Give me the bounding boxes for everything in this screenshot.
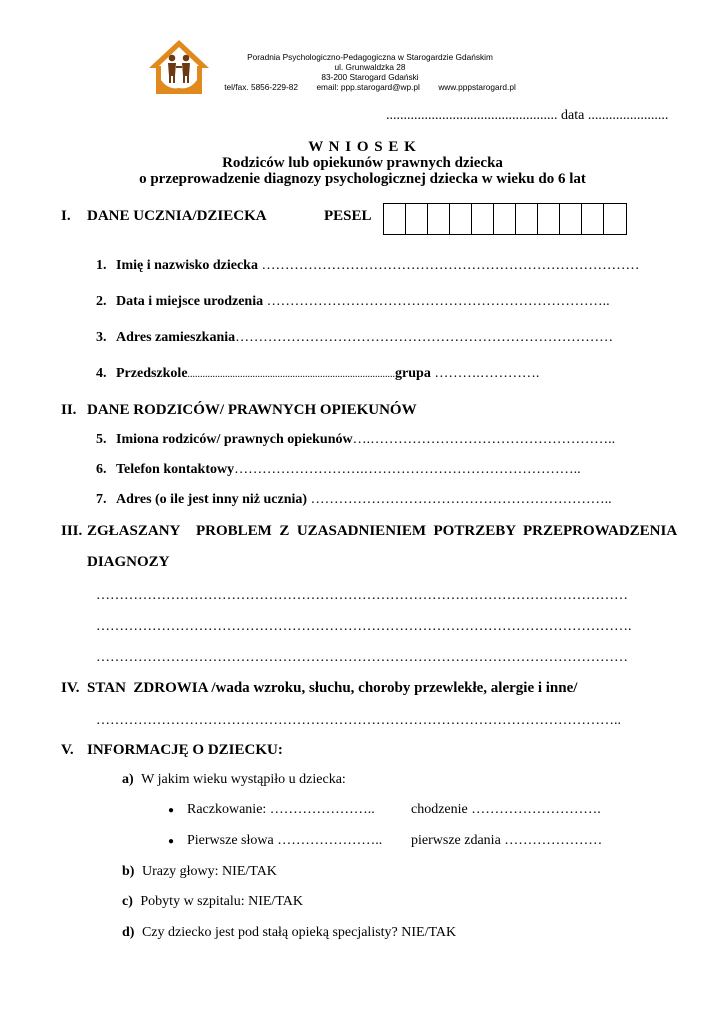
field-dots[interactable]: ……………………………………………………………………… [235, 330, 614, 345]
section-3-heading-a: ZGŁASZANY [87, 523, 181, 539]
field-address[interactable] [96, 330, 613, 346]
pesel-digit-box[interactable] [428, 204, 450, 234]
item-number: 4. [96, 366, 107, 381]
question-a [122, 772, 346, 788]
pesel-digit-box[interactable] [538, 204, 560, 234]
section-3-heading-b: PROBLEM Z UZASADNIENIEM POTRZEBY PRZEPROWADZENIA [196, 523, 678, 539]
field-parents-names[interactable] [96, 432, 615, 448]
problem-line[interactable]: ……………………………………………………………………………………………………. [96, 619, 632, 634]
pesel-digit-box[interactable] [604, 204, 626, 234]
field-parent-address[interactable] [96, 492, 612, 508]
org-street: ul. Grunwaldzka 28 [334, 62, 406, 72]
document-subtitle-2: o przeprowadzenie diagnozy psychologicznej dziecka w wieku do 6 lat [139, 171, 586, 187]
field-label: Adres (o ile jest inny niż ucznia) [116, 492, 308, 507]
org-name: Poradnia Psychologiczno-Pedagogiczna w Starogardzie Gdańskim [247, 52, 493, 62]
field-dots[interactable]: ….…………………………………………….. [352, 432, 616, 447]
field-dots[interactable]: ……………………….……………………………………….. [234, 462, 581, 477]
section-4-heading: STAN ZDROWIA /wada wzroku, słuchu, choroby przewlekłe, alergie i inne/ [87, 680, 578, 696]
pesel-label: PESEL [324, 208, 372, 224]
pesel-digit-box[interactable] [560, 204, 582, 234]
question-text[interactable]: Pobyty w szpitalu: NIE/TAK [140, 894, 303, 909]
field-label: Telefon kontaktowy [116, 462, 235, 477]
milestone-crawling[interactable]: Raczkowanie: ………………….. [187, 802, 375, 817]
org-contact: tel/fax. 5856-229-82 email: ppp.starogard@wp.pl www.pppstarogard.pl [224, 82, 516, 92]
milestone-walking[interactable]: chodzenie ………………………. [411, 802, 601, 817]
question-letter: d) [122, 925, 135, 940]
question-text[interactable]: Urazy głowy: NIE/TAK [141, 864, 277, 879]
pesel-digit-box[interactable] [384, 204, 406, 234]
section-5-heading: INFORMACJĘ O DZIECKU: [87, 742, 283, 758]
question-c[interactable] [122, 894, 303, 910]
section-3-roman: III. [61, 523, 83, 539]
bullet-icon: ● [168, 836, 175, 847]
item-number: 7. [96, 492, 107, 507]
question-d[interactable] [122, 925, 456, 941]
section-3-heading-c: DIAGNOZY [87, 554, 170, 570]
field-label: Adres zamieszkania [116, 330, 236, 345]
milestone-row[interactable] [168, 802, 174, 818]
question-b[interactable] [122, 864, 277, 880]
question-text: W jakim wieku wystąpiło u dziecka: [141, 772, 346, 787]
field-birth-date-place[interactable] [96, 294, 610, 310]
field-label: Data i miejsce urodzenia [116, 294, 264, 309]
section-1-roman: I. [61, 208, 71, 224]
item-number: 3. [96, 330, 107, 345]
pesel-digit-box[interactable] [472, 204, 494, 234]
milestone-first-words[interactable]: Pierwsze słowa ………………….. [187, 833, 383, 848]
field-phone[interactable] [96, 462, 581, 478]
bullet-icon: ● [168, 805, 175, 816]
question-letter: a) [122, 772, 134, 787]
section-4-roman: IV. [61, 680, 80, 696]
question-letter: b) [122, 864, 135, 879]
field-dots[interactable]: ................................................................................... [187, 369, 396, 380]
field-label: Przedszkole [116, 366, 188, 381]
field-child-name[interactable] [96, 258, 639, 274]
document-title: W N I O S E K [308, 139, 417, 155]
question-text[interactable]: Czy dziecko jest pod stałą opieką specjalisty? NIE/TAK [141, 925, 457, 940]
date-line[interactable]: ................................................. data ....................... [386, 108, 669, 123]
field-dots[interactable]: ……………………………………………………….. [310, 492, 612, 507]
section-5-roman: V. [61, 742, 74, 758]
org-city: 83-200 Starogard Gdański [321, 72, 419, 82]
section-2-roman: II. [61, 402, 77, 418]
pesel-digit-box[interactable] [406, 204, 428, 234]
group-label: grupa [395, 366, 431, 381]
field-label: Imiona rodziców/ prawnych opiekunów [116, 432, 353, 447]
pesel-boxes[interactable] [383, 203, 627, 235]
group-dots[interactable]: ……….…………. [434, 366, 540, 381]
section-1-heading: DANE UCZNIA/DZIECKA [87, 208, 267, 224]
health-line[interactable]: ………………………………………………………………………………………………….. [96, 713, 621, 728]
document-subtitle-1: Rodziców lub opiekunów prawnych dziecka [222, 155, 503, 171]
milestone-first-sentences[interactable]: pierwsze zdania ………………… [411, 833, 603, 848]
milestone-row[interactable] [168, 833, 174, 849]
section-2-heading: DANE RODZICÓW/ PRAWNYCH OPIEKUNÓW [87, 402, 417, 418]
pesel-digit-box[interactable] [582, 204, 604, 234]
field-preschool[interactable] [96, 366, 539, 382]
question-letter: c) [122, 894, 133, 909]
pesel-digit-box[interactable] [516, 204, 538, 234]
field-label: Imię i nazwisko dziecka [116, 258, 258, 273]
field-dots[interactable]: ……………………………………………………………………… [261, 258, 640, 273]
item-number: 5. [96, 432, 107, 447]
pesel-digit-box[interactable] [494, 204, 516, 234]
problem-line[interactable]: …………………………………………………………………………………………………… [96, 650, 628, 665]
problem-line[interactable]: …………………………………………………………………………………………………… [96, 588, 628, 603]
item-number: 2. [96, 294, 107, 309]
pesel-digit-box[interactable] [450, 204, 472, 234]
item-number: 1. [96, 258, 107, 273]
item-number: 6. [96, 462, 107, 477]
field-dots[interactable]: ……………………………………………………………….. [266, 294, 610, 309]
